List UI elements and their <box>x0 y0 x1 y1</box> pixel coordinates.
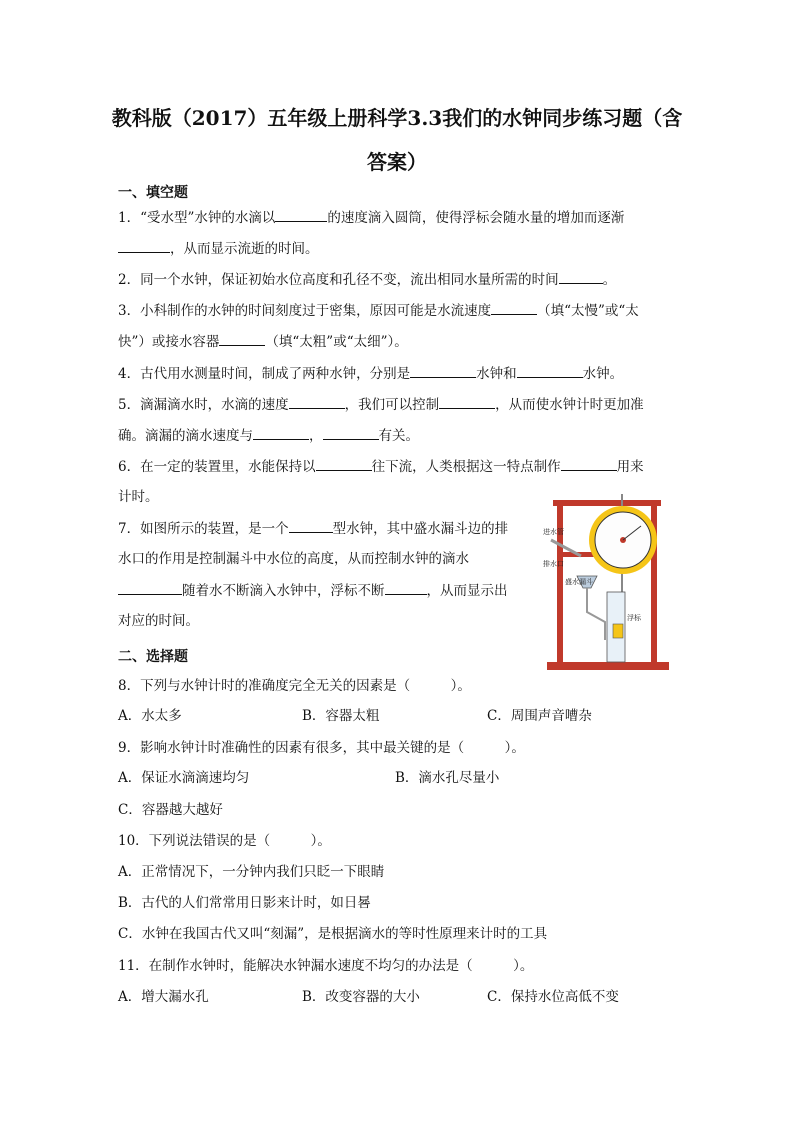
q5-text-b: ，我们可以控制 <box>344 397 440 413</box>
answer-blank[interactable] <box>559 269 603 284</box>
q5-text-f: 有关。 <box>378 428 419 444</box>
frame-base <box>547 662 669 670</box>
question-7-line-4 <box>118 611 199 631</box>
float-marker <box>613 624 623 638</box>
q11-option-c[interactable]: C．保持水位高低不变 <box>487 989 619 1005</box>
q10-option-a[interactable]: A．正常情况下，一分钟内我们只眨一下眼睛 <box>118 864 385 880</box>
q3-text-c: 快”）或接水容器 <box>118 334 220 350</box>
q7-text-b: 型水钟，其中盛水漏斗边的排 <box>332 521 509 537</box>
q7-text-c: 水口的作用是控制漏斗中水位的高度，从而控制水钟的滴水 <box>118 551 469 567</box>
q9-option-a[interactable]: A．保证水滴滴速均匀 <box>118 770 250 786</box>
section-heading-multiple-choice: 二、选择题 <box>118 649 188 665</box>
answer-blank[interactable] <box>253 425 309 440</box>
q8-option-b[interactable]: B．容器太粗 <box>302 708 380 724</box>
question-6-line-1 <box>118 456 644 477</box>
answer-blank[interactable] <box>491 300 537 315</box>
q7-text-e: ，从而显示出 <box>426 583 508 599</box>
q8-option-a[interactable]: A．水太多 <box>118 708 182 724</box>
answer-blank[interactable] <box>219 331 265 346</box>
q10-option-c[interactable]: C．水钟在我国古代又叫“刻漏”，是根据滴水的等时性原理来计时的工具 <box>118 926 548 942</box>
q6-text-b: 往下流，人类根据这一特点制作 <box>371 459 561 475</box>
q11-option-a[interactable]: A．增大漏水孔 <box>118 989 209 1005</box>
q10-option-b[interactable]: B．古代的人们常常用日影来计时，如日晷 <box>118 895 371 911</box>
question-7-line-3 <box>118 580 508 601</box>
answer-blank[interactable] <box>410 363 476 378</box>
answer-blank[interactable] <box>275 207 327 222</box>
question-10-stem: 10．下列说法错误的是（ ）。 <box>118 833 331 849</box>
label-outlet: 排水口 <box>543 560 564 568</box>
answer-blank[interactable] <box>385 580 427 595</box>
question-5-line-2 <box>118 425 419 446</box>
question-8-stem: 8．下列与水钟计时的准确度完全无关的因素是（ ）。 <box>118 678 471 694</box>
answer-blank[interactable] <box>316 456 372 471</box>
title-line-1: 教科版（2017）五年级上册科学3.3我们的水钟同步练习题（含 <box>111 106 683 130</box>
q7-text-f: 对应的时间。 <box>118 613 199 629</box>
q4-text-b: 水钟和 <box>476 366 517 382</box>
frame-top-beam <box>553 500 661 506</box>
question-4 <box>118 363 623 384</box>
q3-text-b: （填“太慢”或“太 <box>537 303 639 319</box>
title-line-2: 答案） <box>367 150 427 174</box>
answer-blank[interactable] <box>323 425 379 440</box>
answer-blank[interactable] <box>289 394 345 409</box>
question-3-line-1 <box>118 300 639 321</box>
page-title <box>110 96 684 184</box>
q5-text-d: 确。滴漏的滴水速度与 <box>118 428 253 444</box>
q5-text-e: ， <box>309 428 323 444</box>
q1-text-a: 1．“受水型”水钟的水滴以 <box>118 210 276 226</box>
question-2 <box>118 269 616 290</box>
water-clock-figure <box>541 492 673 674</box>
answer-blank[interactable] <box>289 518 333 533</box>
q7-text-a: 7．如图所示的装置，是一个 <box>118 521 289 537</box>
answer-blank[interactable] <box>517 363 583 378</box>
q4-text-c: 水钟。 <box>582 366 624 382</box>
q1-text-b: 的速度滴入圆筒，使得浮标会随水量的增加而逐渐 <box>327 210 625 226</box>
label-funnel: 盛水漏斗 <box>565 578 593 586</box>
answer-blank[interactable] <box>118 238 170 253</box>
q9-option-c[interactable]: C．容器越大越好 <box>118 802 223 818</box>
q3-text-d: （填“太粗”或“太细”）。 <box>265 334 408 350</box>
question-1-line-1 <box>118 207 624 228</box>
q2-text-b: 。 <box>602 272 617 288</box>
q5-text-c: ，从而使水钟计时更加准 <box>495 397 644 413</box>
label-float: 浮标 <box>627 614 641 622</box>
label-inlet: 进水管 <box>543 528 564 536</box>
q6-text-a: 6．在一定的装置里，水能保持以 <box>118 459 316 475</box>
q9-option-b[interactable]: B．滴水孔尽量小 <box>395 770 500 786</box>
answer-blank[interactable] <box>439 394 495 409</box>
question-6-line-2 <box>118 487 159 507</box>
question-9-stem: 9．影响水钟计时准确性的因素有很多，其中最关键的是（ ）。 <box>118 740 525 756</box>
q5-text-a: 5．滴漏滴水时，水滴的速度 <box>118 397 289 413</box>
q6-text-d: 计时。 <box>118 489 159 505</box>
question-5-line-1 <box>118 394 644 415</box>
q6-text-c: 用来 <box>616 459 644 475</box>
q1-text-c: ，从而显示流逝的时间。 <box>170 241 319 257</box>
q7-text-d: 随着水不断滴入水钟中，浮标不断 <box>182 583 385 599</box>
section-heading-fill-blank: 一、填空题 <box>118 185 188 201</box>
question-3-line-2 <box>118 331 408 352</box>
frame-left-post <box>557 500 563 668</box>
q3-text-a: 3．小科制作的水钟的时间刻度过于密集，原因可能是水流速度 <box>118 303 492 319</box>
question-7-line-2 <box>118 549 469 569</box>
answer-blank[interactable] <box>118 580 182 595</box>
question-7-line-1 <box>118 518 508 539</box>
question-11-stem: 11．在制作水钟时，能解决水钟漏水速度不均匀的办法是（ ）。 <box>118 958 534 974</box>
answer-blank[interactable] <box>561 456 617 471</box>
q11-option-b[interactable]: B．改变容器的大小 <box>302 989 420 1005</box>
q2-text-a: 2．同一个水钟，保证初始水位高度和孔径不变，流出相同水量所需的时间 <box>118 272 559 288</box>
question-1-line-2 <box>118 238 319 259</box>
q8-option-c[interactable]: C．周围声音嘈杂 <box>487 708 592 724</box>
q4-text-a: 4．古代用水测量时间，制成了两种水钟，分别是 <box>118 366 411 382</box>
